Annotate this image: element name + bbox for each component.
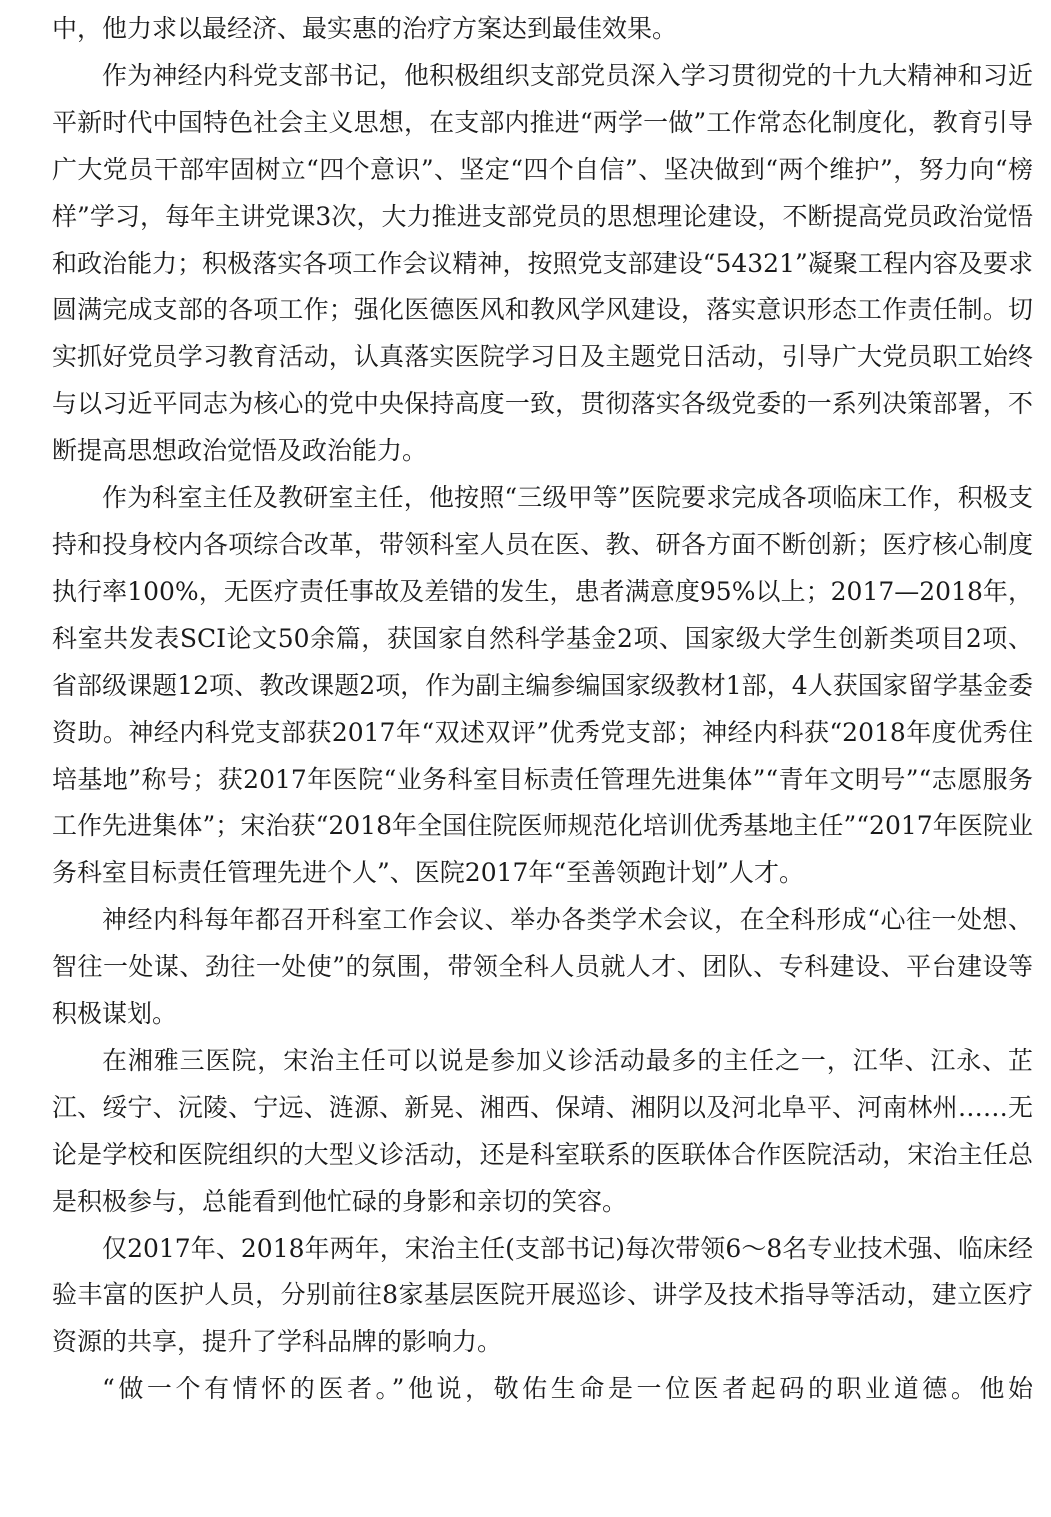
paragraph-continuation: 中，他力求以最经济、最实惠的治疗方案达到最佳效果。	[52, 14, 678, 43]
paragraph-department-director: 作为科室主任及教研室主任，他按照“三级甲等”医院要求完成各项临床工作，积极支持和投身校内各项综合改革，带领科室人员在医、教、研各方面不断创新；医疗核心制度执行率100%，无医疗责任事故及差错的发生，患者满意度95%以上；2017—2018年，科室共发表SCI论文50余篇，获国家自然科学基金2项、国家级大学生创新类项目2项、省部级课题12项、教改课题2项，作为副主编参编国家级教材1部，4人获国家留学基金委资助。神经内科党支部获2017年“双述双评”优秀党支部；神经内科获“2018年度优秀住培基地”称号；获2017年医院“业务科室目标责任管理先进集体”“青年文明号”“志愿服务工作先进集体”；宋治获“2018年全国住院医师规范化培训优秀基地主任”“2017年医院业务科室目标责任管理先进个人”、医院2017年“至善领跑计划”人才。	[52, 483, 1033, 888]
document-page	[52, 6, 1033, 1413]
paragraph-free-clinics: 在湘雅三医院，宋治主任可以说是参加义诊活动最多的主任之一，江华、江永、芷江、绥宁、沅陵、宁远、涟源、新晃、湘西、保靖、湘阴以及河北阜平、河南林州……无论是学校和医院组织的大型义诊活动，还是科室联系的医联体合作医院活动，宋治主任总是积极参与，总能看到他忙碌的身影和亲切的笑容。	[52, 1045, 1033, 1216]
paragraph-grassroots-hospitals: 仅2017年、2018年两年，宋治主任(支部书记)每次带领6～8名专业技术强、临床经验丰富的医护人员，分别前往8家基层医院开展巡诊、讲学及技术指导等活动，建立医疗资源的共享，提升了学科品牌的影响力。	[52, 1233, 1033, 1357]
paragraph-party-secretary: 作为神经内科党支部书记，他积极组织支部党员深入学习贯彻党的十九大精神和习近平新时代中国特色社会主义思想，在支部内推进“两学一做”工作常态化制度化，教育引导广大党员干部牢固树立“四个意识”、坚定“四个自信”、坚决做到“两个维护”，努力向“榜样”学习，每年主讲党课3次，大力推进支部党员的思想理论建设，不断提高党员政治觉悟和政治能力；积极落实各项工作会议精神，按照党支部建设“54321”凝聚工程内容及要求圆满完成支部的各项工作；强化医德医风和教风学风建设，落实意识形态工作责任制。切实抓好党员学习教育活动，认真落实医院学习日及主题党日活动，引导广大党员职工始终与以习近平同志为核心的党中央保持高度一致，贯彻落实各级党委的一系列决策部署，不断提高思想政治觉悟及政治能力。	[52, 60, 1033, 466]
paragraph-compassionate-doctor: “做一个有情怀的医者。”他说，敬佑生命是一位医者起码的职业道德。他始	[102, 1374, 1033, 1404]
paragraph-department-meetings: 神经内科每年都召开科室工作会议、举办各类学术会议，在全科形成“心往一处想、智往一处谋、劲往一处使”的氛围，带领全科人员就人才、团队、专科建设、平台建设等积极谋划。	[52, 905, 1033, 1029]
